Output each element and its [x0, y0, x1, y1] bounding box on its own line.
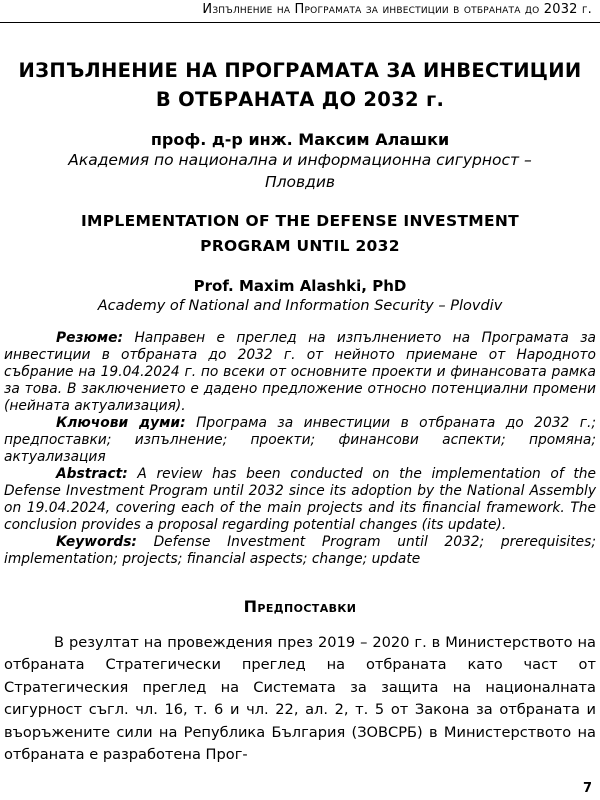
abstract-en-text: A review has been conducted on the implementation of the Defense Investment Program until 2032 since its adoption by the National Assembly on 19.04.2024, covering each of the main projects and its financial framework. The conclusion provides a proposal regarding potential changes (its update). — [4, 466, 596, 533]
running-head — [0, 0, 600, 23]
title-english — [0, 209, 600, 259]
affiliation-bg-line-2: Пловдив — [264, 173, 336, 191]
title-en-line-1: IMPLEMENTATION OF THE DEFENSE INVESTMENT — [80, 212, 520, 230]
keywords-en-text: Defense Investment Program until 2032; prerequisites; implementation; projects; financial aspects; change; update — [4, 534, 596, 567]
page-number: 7 — [582, 781, 592, 796]
title-bg-line-2: В ОТБРАНАТА ДО 2032 г. — [155, 88, 445, 111]
title-bulgarian — [0, 56, 600, 114]
author-bulgarian: проф. д-р инж. Максим Алашки — [150, 130, 450, 149]
affiliation-english: Academy of National and Information Security – Plovdiv — [97, 298, 503, 314]
affiliation-bulgarian — [0, 149, 600, 193]
abstract-bg-paragraph — [4, 330, 596, 415]
running-head-text: Изпълнение на Програмата за инвестиции в отбраната до 2032 г. — [202, 2, 592, 17]
keywords-bg-label: Ключови думи: — [56, 415, 186, 431]
keywords-bg-paragraph — [4, 415, 596, 466]
affiliation-bg-line-1: Академия по национална и информационна сигурност – — [68, 151, 532, 169]
abstract-en-label: Abstract: — [56, 466, 128, 482]
body-paragraph: В резултат на провеждения през 2019 – 2020 г. в Министерството на отбраната Стратегически преглед на отбраната като част от Стратегическия преглед на Системата за защита на националната сигурност съгл. чл. 16, т. 6 и чл. 22, ал. 2, т. 5 от Закона за отбраната и въоръжените сили на Република България (ЗОВСРБ) в Министерството на отбраната е разработена Прог- — [4, 634, 596, 764]
abstract-bg-label: Резюме: — [56, 330, 124, 346]
title-en-line-2: PROGRAM UNTIL 2032 — [200, 237, 400, 255]
abstract-en-paragraph — [4, 466, 596, 534]
abstract-bulgarian — [4, 330, 596, 466]
author-english: Prof. Maxim Alashki, PhD — [193, 277, 407, 295]
keywords-en-paragraph — [4, 534, 596, 568]
title-bg-line-1: ИЗПЪЛНЕНИЕ НА ПРОГРАМАТА ЗА ИНВЕСТИЦИИ — [18, 59, 582, 82]
keywords-en-label: Keywords: — [56, 534, 137, 550]
keywords-bg-text: Програма за инвестиции в отбраната до 2032 г.; предпоставки; изпълнение; проекти; финансови аспекти; промяна; актуализация — [4, 415, 597, 465]
abstract-english — [4, 466, 596, 568]
section-heading: Предпоставки — [243, 597, 357, 616]
abstract-bg-text: Направен е преглед на изпълнението на Програмата за инвестиции в отбраната до 2032 г. от нейното приемане от Народното събрание на 19.04.2024 г. по всеки от основните проекти и финансовата рамка за това. В заключението е дадено предложение относно потенциални промени (нейната актуализация). — [4, 330, 597, 414]
